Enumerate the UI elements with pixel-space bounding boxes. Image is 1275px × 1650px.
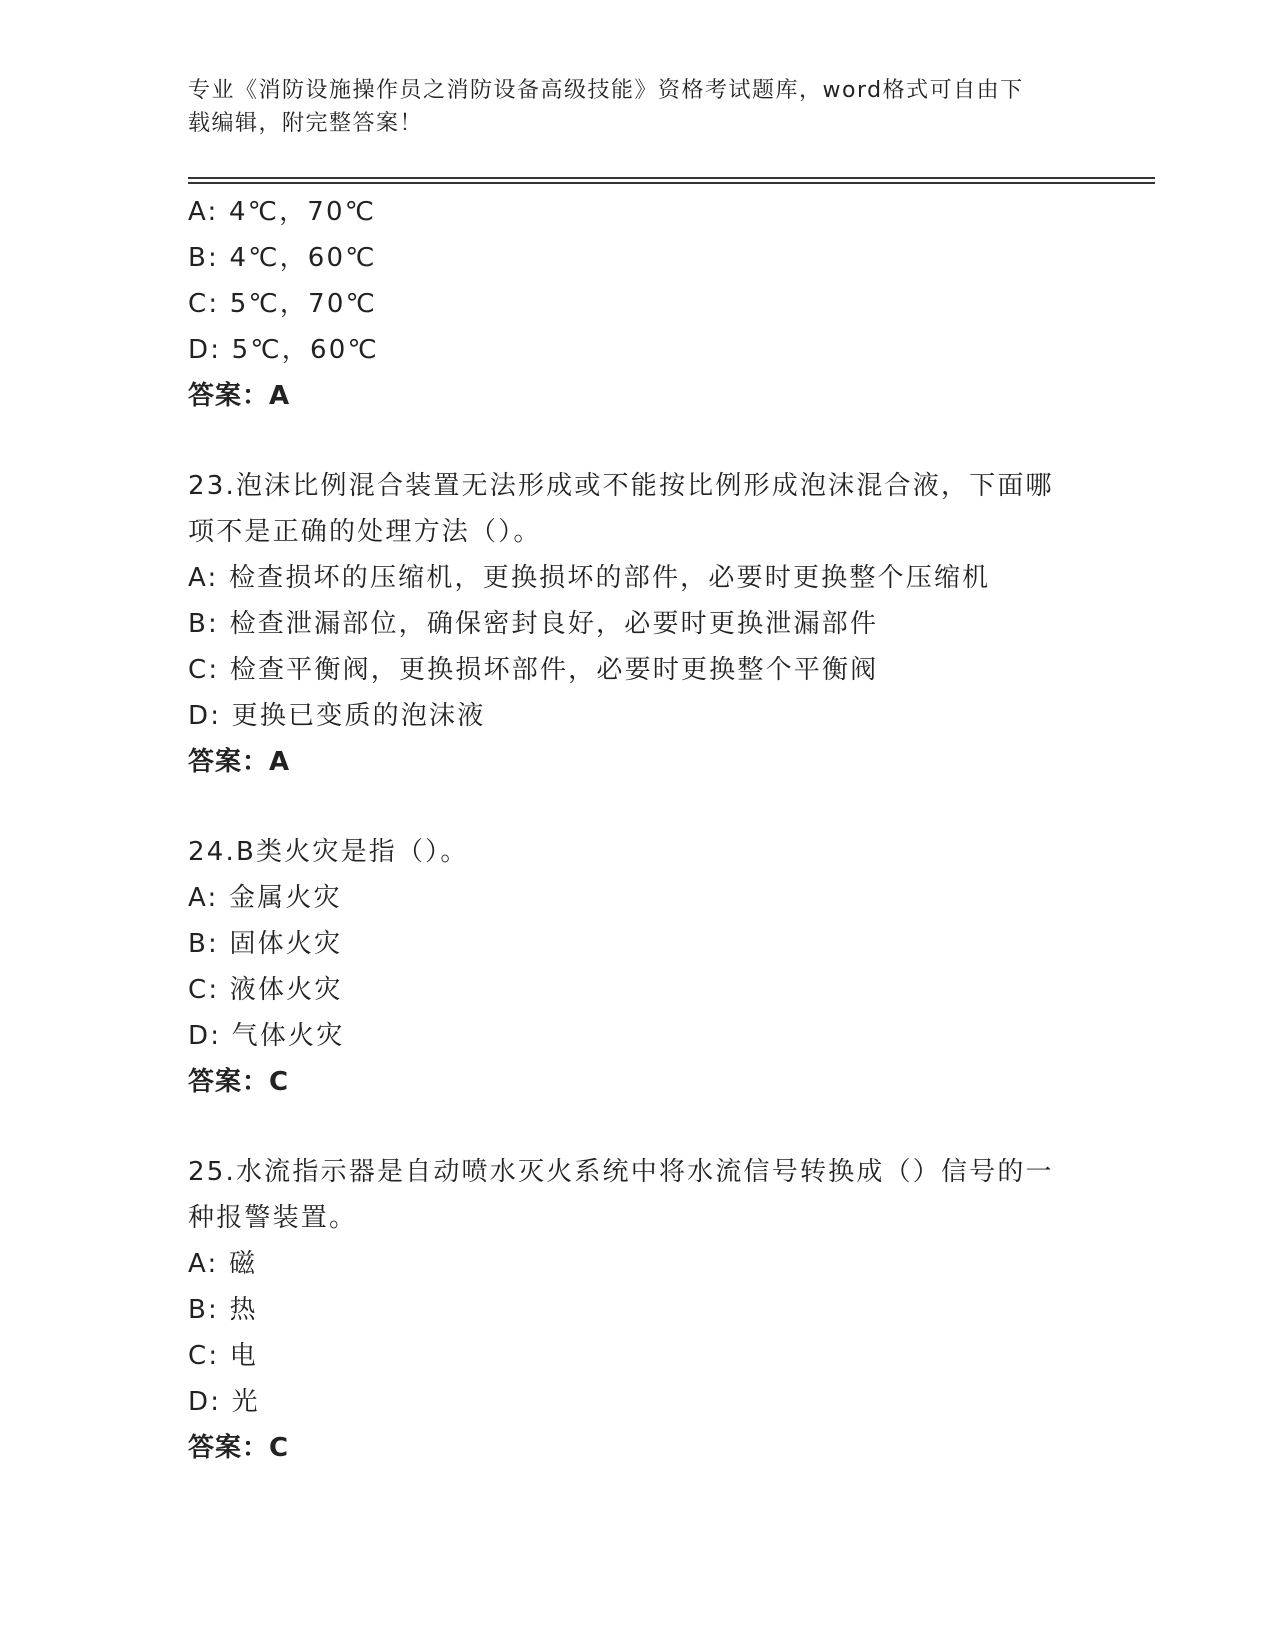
answer: 答案：A <box>188 747 291 777</box>
document-header <box>188 74 1078 140</box>
question-text: 种报警装置。 <box>188 1203 358 1233</box>
option-c: C: 液体火灾 <box>188 975 343 1005</box>
option-b: B: 4℃，60℃ <box>188 243 377 273</box>
header-line-2: 载编辑，附完整答案！ <box>188 111 424 136</box>
answer: 答案：C <box>188 1067 290 1097</box>
question-text: 25.水流指示器是自动喷水灭火系统中将水流信号转换成（）信号的一 <box>188 1157 1054 1187</box>
option-b: B: 检查泄漏部位，确保密封良好，必要时更换泄漏部件 <box>188 609 879 639</box>
option-c: C: 检查平衡阀，更换损坏部件，必要时更换整个平衡阀 <box>188 655 879 685</box>
header-divider-bottom <box>188 182 1155 184</box>
question-text: 23.泡沫比例混合装置无法形成或不能按比例形成泡沫混合液，下面哪 <box>188 471 1054 501</box>
question-23 <box>188 463 1088 785</box>
option-d: D: 5℃，60℃ <box>188 335 379 365</box>
answer: 答案：C <box>188 1433 290 1463</box>
option-c: C: 电 <box>188 1341 258 1371</box>
question-24 <box>188 829 1088 1105</box>
option-b: B: 热 <box>188 1295 258 1325</box>
answer: 答案：A <box>188 381 291 411</box>
question-text: 项不是正确的处理方法（）。 <box>188 517 542 547</box>
header-divider-top <box>188 177 1155 179</box>
option-a: A: 磁 <box>188 1249 258 1279</box>
option-d: D: 气体火灾 <box>188 1021 345 1051</box>
partial-question <box>188 189 1088 419</box>
question-25 <box>188 1149 1088 1471</box>
option-a: A: 4℃，70℃ <box>188 197 377 227</box>
option-d: D: 更换已变质的泡沫液 <box>188 701 486 731</box>
option-a: A: 检查损坏的压缩机，更换损坏的部件，必要时更换整个压缩机 <box>188 563 991 593</box>
question-list <box>188 189 1088 1471</box>
option-a: A: 金属火灾 <box>188 883 342 913</box>
question-text: 24.B类火灾是指（）。 <box>188 837 469 867</box>
option-d: D: 光 <box>188 1387 260 1417</box>
option-c: C: 5℃，70℃ <box>188 289 378 319</box>
header-line-1: 专业《消防设施操作员之消防设备高级技能》资格考试题库，word格式可自由下 <box>188 78 1024 103</box>
option-b: B: 固体火灾 <box>188 929 343 959</box>
